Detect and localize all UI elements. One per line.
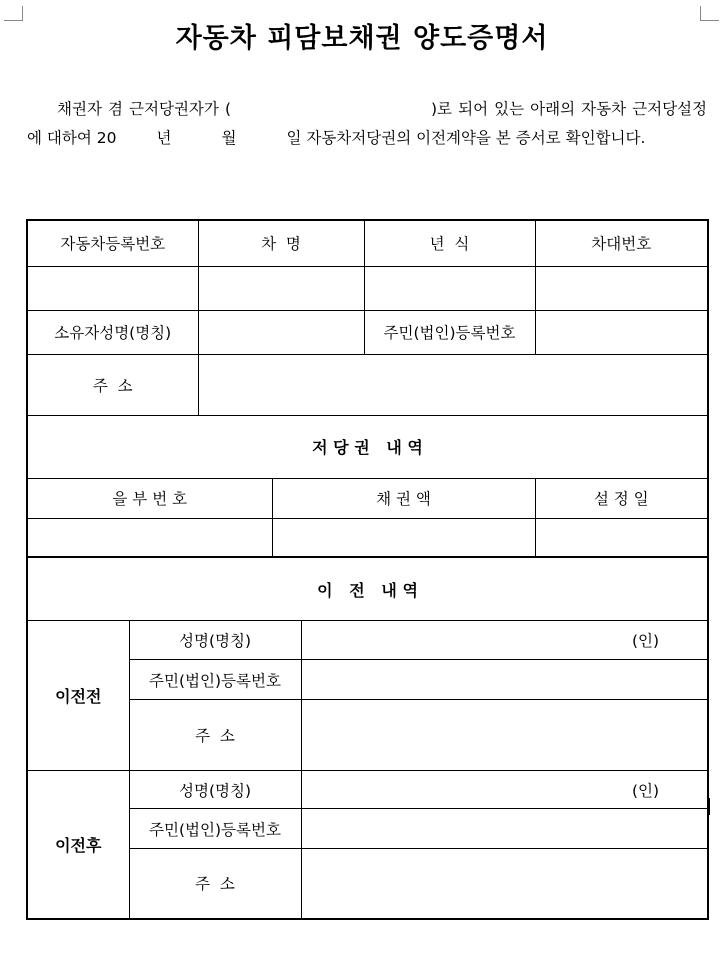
before-name-cell[interactable] [301,621,708,660]
intro-part2: )로 되어 있는 아래의 자동차 근저당설정에 대하여 20 [27,100,707,147]
transfer-history-table [26,557,709,920]
intro-part3: 일 자동차저당권의 이전계약을 본 증서로 확인합니다. [286,129,646,147]
after-address-cell[interactable] [301,849,708,919]
after-resident-number-cell[interactable] [301,809,708,849]
before-name-label: 성명(명칭) [129,621,301,660]
owner-name-cell[interactable] [198,310,364,354]
header-registration-number: 자동차등록번호 [27,220,198,266]
chassis-number-cell[interactable] [535,266,708,310]
model-year-cell[interactable] [364,266,535,310]
header-chassis-number: 차대번호 [535,220,708,266]
before-address-label: 주 소 [129,700,301,771]
before-resident-number-cell[interactable] [301,660,708,700]
header-car-name: 차 명 [198,220,364,266]
header-claim-amount: 채 권 액 [272,478,535,518]
eulbu-number-cell[interactable] [27,518,272,557]
header-eulbu-number: 을 부 번 호 [27,478,272,518]
vehicle-mortgage-table [26,219,709,558]
setup-date-cell[interactable] [535,518,708,557]
owner-address-label: 주 소 [27,354,198,415]
owner-resident-number-cell[interactable] [535,310,708,354]
intro-part1: 채권자 겸 근저당권자가 ( [57,100,231,118]
claim-amount-cell[interactable] [272,518,535,557]
header-setup-date: 설 정 일 [535,478,708,518]
seal-mark: (인) [631,781,660,800]
after-resident-number-label: 주민(법인)등록번호 [129,809,301,849]
after-transfer-label: 이전후 [27,771,129,919]
before-transfer-label: 이전전 [27,621,129,771]
owner-address-cell[interactable] [198,354,708,415]
year-label: 년 [156,129,172,147]
month-label: 월 [221,129,237,147]
after-name-label: 성명(명칭) [129,771,301,809]
transfer-section-title: 이 전 내 역 [27,558,708,621]
document-title: 자동차 피담보채권 양도증명서 [175,23,549,54]
owner-name-label: 소유자성명(명칭) [27,310,198,354]
mortgage-section-title: 저 당 권 내 역 [27,415,708,478]
seal-mark: (인) [631,632,660,650]
before-address-cell[interactable] [301,700,708,771]
before-resident-number-label: 주민(법인)등록번호 [129,660,301,700]
header-model-year: 년 식 [364,220,535,266]
after-address-label: 주 소 [129,849,301,919]
registration-number-cell[interactable] [27,266,198,310]
text-cursor [709,798,710,815]
owner-resident-number-label: 주민(법인)등록번호 [364,310,535,354]
car-name-cell[interactable] [198,266,364,310]
after-name-cell[interactable] [301,771,708,809]
intro-paragraph [27,95,707,153]
